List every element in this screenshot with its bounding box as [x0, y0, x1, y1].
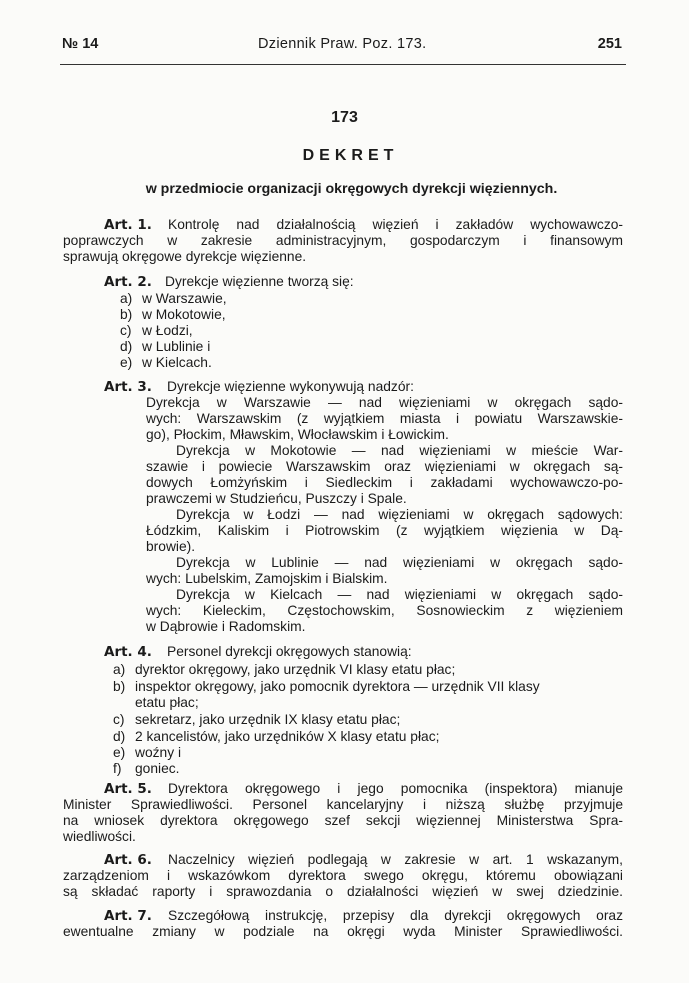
list-text: w Lublinie i — [142, 339, 211, 354]
list-text: w Łodzi, — [142, 323, 193, 338]
article-text-line: Dyrekcja w Mokotowie — nad więzieniami w mieście War- — [176, 443, 623, 458]
article-label: Art. 3. — [104, 379, 152, 395]
article-text-line: zarządzeniom i wskazówkom dyrektora swego okręgu, któremu obowiązani — [63, 868, 623, 883]
header-rule — [60, 64, 626, 65]
list-letter: a) — [120, 291, 133, 306]
article-text-line: browie). — [146, 539, 196, 554]
article-intro: Personel dyrekcji okręgowych stanowią: — [167, 644, 412, 659]
list-letter: c) — [120, 323, 132, 338]
article-label: Art. 5. — [104, 781, 152, 797]
list-item — [120, 339, 210, 355]
journal-title: Dziennik Praw. Poz. 173. — [258, 36, 427, 52]
list-letter: c) — [113, 712, 125, 727]
list-item — [113, 662, 455, 678]
article-text-line: na wniosek dyrektora okręgowego szef sekcji więziennej Ministerstwa Spra- — [63, 813, 623, 828]
list-item — [113, 695, 199, 711]
article-text-line: wych: Kieleckim, Częstochowskim, Sosnowieckim z więzieniem — [146, 603, 623, 618]
list-item — [120, 291, 227, 307]
list-item — [120, 307, 226, 323]
article-label: Art. 1. — [104, 217, 152, 233]
list-item — [113, 761, 180, 777]
list-item — [120, 355, 212, 371]
article-text-line: prawczemi w Studzieńcu, Puszczy i Spale. — [146, 491, 407, 506]
list-item — [113, 729, 439, 745]
list-letter: b) — [113, 679, 126, 694]
list-text: 2 kancelistów, jako urzędników X klasy etatu płac; — [135, 729, 440, 744]
list-letter: d) — [120, 339, 133, 354]
article-text-line: Minister Sprawiedliwości. Personel kancelaryjny i niższą służbę przyjmuje — [63, 797, 623, 812]
list-text: inspektor okręgowy, jako pomocnik dyrektora — urzędnik VII klasy — [135, 679, 540, 694]
list-text: w Warszawie, — [142, 291, 227, 306]
article-text-line: szawie i powiecie Warszawskim oraz więzieniami w okręgach są- — [146, 459, 623, 474]
list-letter: d) — [113, 729, 126, 744]
issue-number: № 14 — [62, 36, 99, 52]
article-label: Art. 6. — [104, 852, 152, 868]
article-text-line: Dyrekcja w Warszawie — nad więzieniami w okręgach sądo- — [146, 395, 623, 410]
position-number: 173 — [331, 109, 358, 126]
article-text-line: Dyrekcja w Lublinie — nad więzieniami w okręgach sądo- — [176, 555, 623, 570]
article-text-line: dowych Łomżyńskim i Siedleckim i zakładami wychowawczo-po- — [146, 475, 623, 490]
article-text-line: Dyrekcje więzienne wykonywują nadzór: — [167, 379, 414, 394]
article-text-line: Kontrolę nad działalnością więzień i zakładów wychowawczo- — [168, 217, 623, 232]
article-text-line: Naczelnicy więzień podlegają w zakresie w art. 1 wskazanym, — [168, 852, 623, 867]
article-text-line: wych: Warszawskim (z wyjątkiem miasta i powiatu Warszawskie- — [146, 411, 623, 426]
list-letter: e) — [120, 355, 133, 370]
article-text-line: wiedliwości. — [63, 829, 136, 844]
list-letter: b) — [120, 307, 133, 322]
article-text-line: wych: Lubelskim, Zamojskim i Bialskim. — [146, 571, 388, 586]
list-letter: a) — [113, 662, 126, 677]
list-text: etatu płac; — [135, 695, 199, 710]
page-header — [60, 36, 626, 56]
list-text: w Mokotowie, — [142, 307, 226, 322]
article-text-line: są składać raporty i sprawozdania o działalności więzień w swej dziedzinie. — [63, 884, 623, 899]
article-text-line: go), Płockim, Mławskim, Włocławskim i Łowickim. — [146, 427, 449, 442]
list-text: goniec. — [135, 761, 180, 776]
article-text-line: poprawczych w zakresie administracyjnym, gospodarczym i finansowym — [63, 233, 623, 248]
article-text-line: sprawują okręgowe dyrekcje więzienne. — [63, 249, 307, 264]
article-text-line: Łódzkim, Kaliskim i Piotrowskim (z wyjątkiem więzienia w Dą- — [146, 523, 623, 538]
article-label: Art. 2. — [104, 274, 152, 290]
article-text-line: Szczegółową instrukcję, przepisy dla dyrekcji okręgowych oraz — [168, 908, 623, 923]
list-item — [113, 745, 181, 761]
list-text: dyrektor okręgowy, jako urzędnik VI klasy etatu płac; — [135, 662, 456, 677]
list-text: woźny i — [135, 745, 182, 760]
page-number: 251 — [597, 36, 622, 52]
list-text: w Kielcach. — [142, 355, 212, 370]
article-text-line: ewentualne zmiany w podziale na okręgi wyda Minister Sprawiedliwości. — [63, 924, 623, 939]
list-letter: f) — [113, 761, 122, 776]
list-item — [113, 712, 400, 728]
article-text-line: Dyrektora okręgowego i jego pomocnika (inspektora) mianuje — [168, 781, 623, 796]
article-text-line: Dyrekcja w Łodzi — nad więzieniami w okręgach sądowych: — [176, 507, 623, 522]
decree-title: DEKRET — [302, 147, 399, 164]
article-intro: Dyrekcje więzienne tworzą się: — [165, 274, 354, 289]
article-text-line: w Dąbrowie i Radomskim. — [146, 619, 306, 634]
decree-subtitle: w przedmiocie organizacji okręgowych dyrekcji więziennych. — [145, 181, 558, 197]
list-letter: e) — [113, 745, 126, 760]
article-label: Art. 4. — [104, 644, 152, 660]
list-text: sekretarz, jako urzędnik IX klasy etatu płac; — [135, 712, 401, 727]
article-text-line: Dyrekcja w Kielcach — nad więzieniami w okręgach sądo- — [176, 587, 623, 602]
list-item — [120, 323, 193, 339]
article-label: Art. 7. — [104, 908, 152, 924]
list-item — [113, 679, 540, 695]
